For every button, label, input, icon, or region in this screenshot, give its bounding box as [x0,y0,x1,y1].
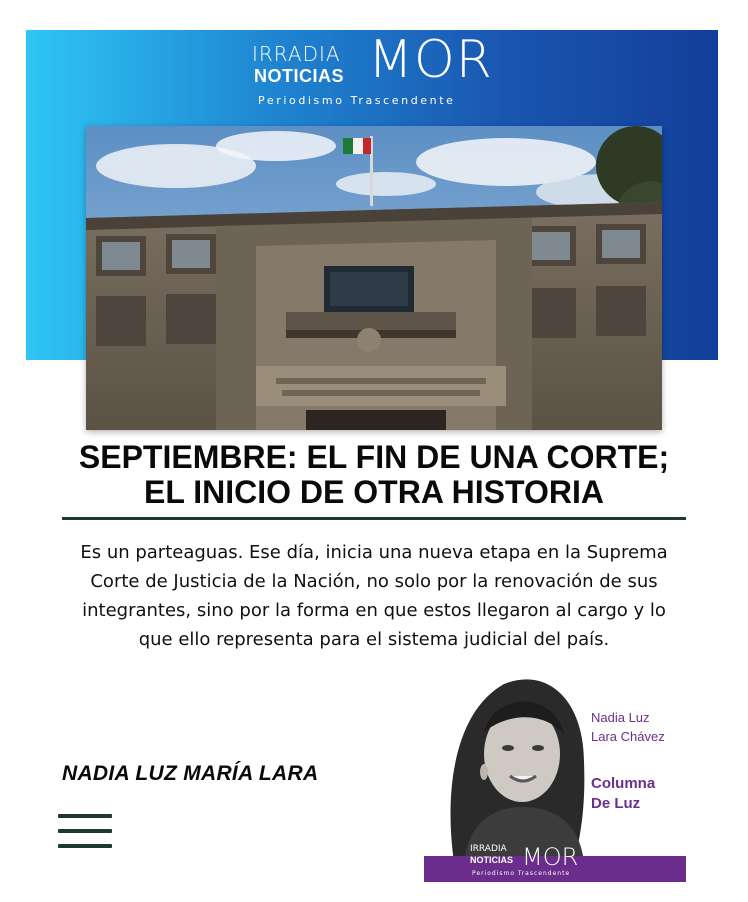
article-lede [34,538,714,654]
columnist-name-line-1: Nadia Luz [591,710,650,725]
card-logo [470,844,610,882]
lede-line-4: que ello representa para el sistema judicial del país. [138,629,610,650]
logo-noticias-text: NOTICIAS [254,66,345,86]
columnist-name [591,708,665,746]
column-card[interactable] [424,672,686,882]
menu-bar-top [58,814,112,818]
card-logo-tagline: Periodismo Trascendente [472,870,571,877]
logo-tagline: Periodismo Trascendente [258,94,456,107]
logo-irradia-text: IRRADIA [252,42,341,66]
card-logo-noticias: NOTICIAS [470,855,514,865]
columnist-name-line-2: Lara Chávez [591,729,665,744]
lede-line-1: Es un parteaguas. Ese día, inicia una nueva etapa en la Suprema [80,542,668,563]
article-headline[interactable] [40,440,708,510]
card-logo-mor: MOR [522,843,579,871]
lede-line-2: Corte de Justicia de la Nación, no solo por la renovación de sus [90,571,658,592]
columnist-portrait [424,672,594,862]
menu-bar-bottom [58,844,112,848]
logo-mor-text: MOR [368,30,493,90]
headline-divider [62,517,686,520]
column-title-line-1: Columna [591,775,656,792]
hamburger-menu-icon[interactable] [58,812,112,852]
headline-line-2: EL INICIO DE OTRA HISTORIA [144,474,604,510]
article-hero-image [86,126,662,430]
card-logo-irradia: IRRADIA [470,844,507,854]
article-author[interactable]: NADIA LUZ MARÍA LARA [62,762,319,785]
menu-bar-middle [58,829,112,833]
column-title [591,774,655,814]
lede-line-3: integrantes, sino por la forma en que estos llegaron al cargo y lo [82,600,666,621]
headline-line-1: SEPTIEMBRE: EL FIN DE UNA CORTE; [78,439,670,475]
column-title-line-2: De Luz [591,795,641,812]
site-logo[interactable] [252,30,502,110]
